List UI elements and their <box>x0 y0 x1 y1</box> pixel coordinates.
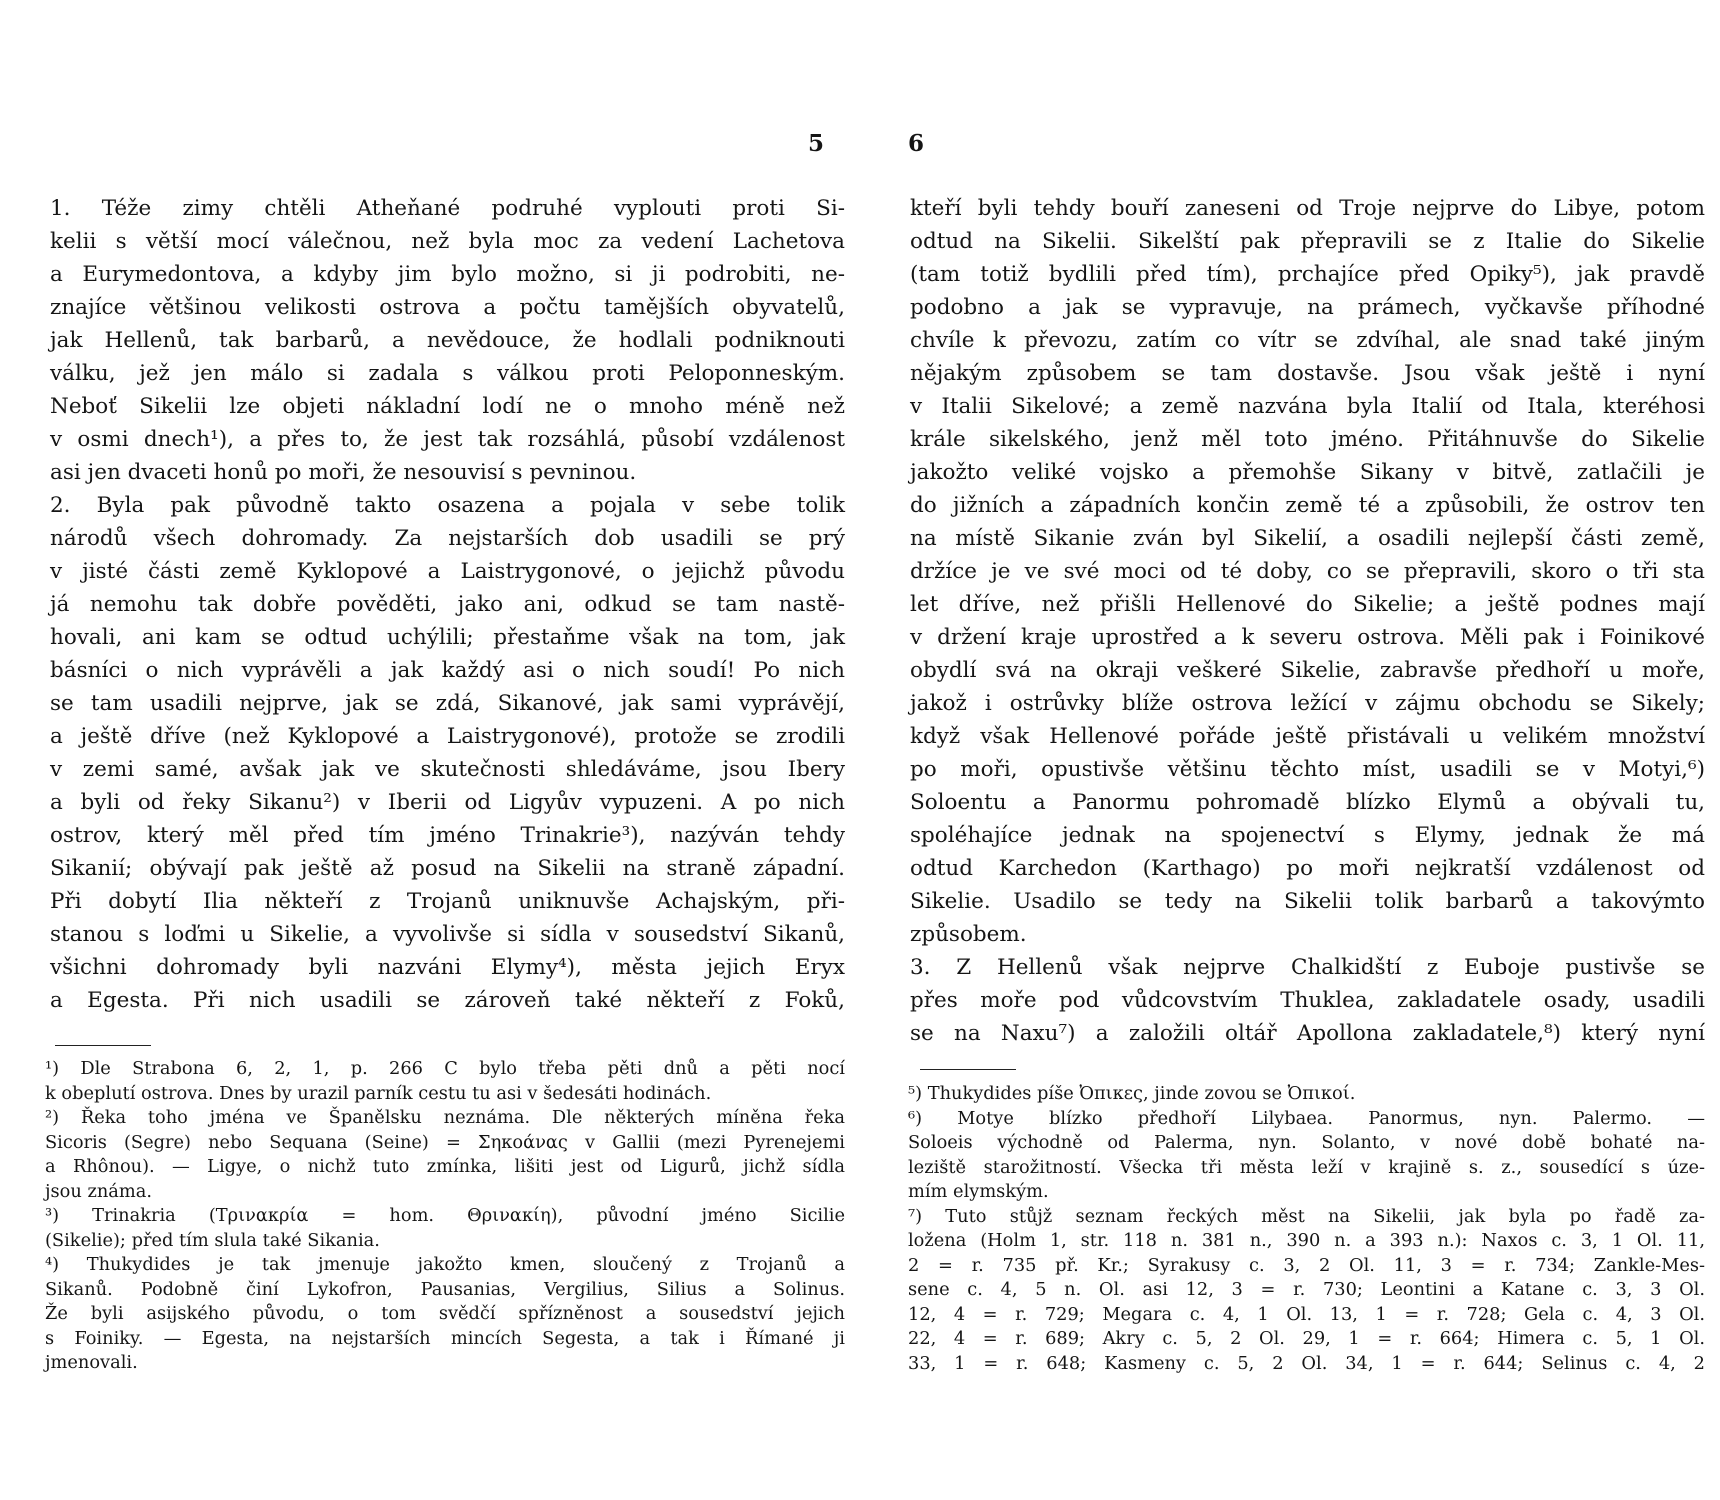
footnotes <box>45 1057 845 1376</box>
text-line: Neboť Sikelii lze objeti nákladní lodí ne o mnoho méně než <box>50 394 845 419</box>
footnote-divider <box>55 1045 151 1046</box>
text-line: v Italii Sikelové; a země nazvána byla Italií od Itala, kteréhosi <box>910 394 1705 419</box>
text-line: let dříve, než přišli Hellenové do Sikelie; a ještě podnes mají <box>910 592 1705 617</box>
page-number: 6 <box>908 130 925 157</box>
text-line: Při dobytí Ilia někteří z Trojanů uniknuvše Achajským, při- <box>50 889 845 914</box>
body-text <box>910 192 1705 1050</box>
text-line: odtud na Sikelii. Sikelští pak přepravili se z Italie do Sikelie <box>910 229 1705 254</box>
text-line: Sikelie. Usadilo se tedy na Sikelii tolik barbarů a takovýmto <box>910 889 1705 914</box>
text-line: já nemohu tak dobře pověděti, jako ani, odkud se tam nastě- <box>50 592 845 617</box>
text-line: v držení kraje uprostřed a k severu ostrova. Měli pak i Foinikové <box>910 625 1705 650</box>
body-text <box>50 192 845 1017</box>
text-line: (tam totiž bydlili před tím), prchajíce před Opiky⁵), jak pravdě <box>910 262 1705 287</box>
text-line: ostrov, který měl před tím jméno Trinakrie³), nazýván tehdy <box>50 823 845 848</box>
text-line: v osmi dnech¹), a přes to, že jest tak rozsáhlá, působí vzdálenost <box>50 427 845 452</box>
text-line: ⁵) Thukydides píše Ὀπικες, jinde zovou se Ὀπικοί. <box>908 1083 1356 1104</box>
text-line: 2. Byla pak původně takto osazena a pojala v sebe tolik <box>50 493 845 518</box>
text-line: obydlí svá na okraji veškeré Sikelie, zabravše předhoří u moře, <box>910 658 1705 683</box>
text-line: ⁷) Tuto stůjž seznam řeckých měst na Sikelii, jak byla po řadě za- <box>908 1205 1705 1227</box>
text-line: podobno a jak se vypravuje, na prámech, vyčkavše příhodné <box>910 295 1705 320</box>
text-line: po moři, opustivše většinu těchto míst, usadili se v Motyi,⁶) <box>910 757 1705 782</box>
text-line: v jisté části země Kyklopové a Laistrygonové, o jejichž původu <box>50 559 845 584</box>
text-line: jsou známa. <box>45 1180 152 1202</box>
text-line: krále sikelského, jenž měl toto jméno. Přitáhnuvše do Sikelie <box>910 427 1705 452</box>
text-line: Že byli asijského původu, o tom svědčí spřízněnost a sousedství jejich <box>45 1303 845 1324</box>
text-line: stanou s loďmi u Sikelie, a vyvolivše si sídla v sousedství Sikanů, <box>50 922 845 947</box>
text-line: a byli od řeky Sikanu²) v Iberii od Ligyův vypuzeni. A po nich <box>50 790 845 815</box>
right-page <box>860 0 1720 1500</box>
text-line: když však Hellenové pořáde ještě přistávali u velikém množství <box>910 724 1705 749</box>
text-line: 22, 4 = r. 689; Akry c. 5, 2 Ol. 29, 1 = r. 664; Himera c. 5, 1 Ol. <box>908 1328 1705 1349</box>
text-line: a Eurymedontova, a kdyby jim bylo možno, si ji podrobiti, ne- <box>50 262 845 287</box>
text-line: hovali, ani kam se odtud uchýlili; přestaňme však na tom, jak <box>50 625 845 650</box>
page-number: 5 <box>808 130 825 157</box>
text-line: k obeplutí ostrova. Dnes by urazil parník cestu tu asi v šedesáti hodinách. <box>45 1082 712 1104</box>
text-line: Sikanů. Podobně činí Lykofron, Pausanias, Vergilius, Silius a Solinus. <box>45 1278 845 1300</box>
text-line: 1. Téže zimy chtěli Atheňané podruhé vyplouti proti Si- <box>50 196 845 221</box>
text-line: s Foiniky. — Egesta, na nejstarších mincích Segesta, a tak i Římané ji <box>45 1327 845 1349</box>
text-line: znajíce většinou velikosti ostrova a počtu tamějších obyvatelů, <box>50 295 845 320</box>
text-line: mím elymským. <box>908 1181 1049 1202</box>
text-line: chvíle k převozu, zatím co vítr se zdvíhal, ale snad také jiným <box>910 328 1705 353</box>
text-line: odtud Karchedon (Karthago) po moři nejkratší vzdálenost od <box>910 856 1705 881</box>
text-line: a ještě dříve (než Kyklopové a Laistrygonové), protože se zrodili <box>50 724 845 749</box>
text-line: držíce je ve své moci od té doby, co se přepravili, skoro o tři sta <box>910 559 1705 584</box>
text-line: všichni dohromady byli nazváni Elymy⁴), města jejich Eryx <box>50 955 845 980</box>
text-line: 33, 1 = r. 648; Kasmeny c. 5, 2 Ol. 34, 1 = r. 644; Selinus c. 4, 2 <box>908 1352 1705 1374</box>
text-line: se na Naxu⁷) a založili oltář Apollona zakladatele,⁸) který nyní <box>910 1021 1705 1046</box>
text-line: nějakým způsobem se tam dostavše. Jsou však ještě i nyní <box>910 361 1705 386</box>
text-line: asi jen dvaceti honů po moři, že nesouvisí s pevninou. <box>50 460 637 485</box>
text-line: ¹) Dle Strabona 6, 2, 1, p. 266 C bylo třeba pěti dnů a pěti nocí <box>45 1058 845 1079</box>
text-line: na místě Sikanie zván byl Sikelií, a osadili nejlepší části země, <box>910 526 1705 551</box>
text-line: 2 = r. 735 př. Kr.; Syrakusy c. 3, 2 Ol. 11, 3 = r. 734; Zankle-Mes- <box>908 1254 1705 1276</box>
text-line: způsobem. <box>910 922 1027 947</box>
text-line: (Sikelie); před tím slula také Sikania. <box>45 1229 380 1251</box>
text-line: 3. Z Hellenů však nejprve Chalkidští z Euboje pustivše se <box>910 955 1705 980</box>
footnote-divider <box>920 1069 1016 1070</box>
text-line: se tam usadili nejprve, jak se zdá, Sikanové, jak sami vyprávějí, <box>50 691 845 716</box>
text-line: a Rhônou). — Ligye, o nichž tuto zmínka, lišiti jest od Ligurů, jichž sídla <box>45 1156 845 1177</box>
footnotes <box>908 1082 1705 1376</box>
text-line: spoléhajíce jednak na spojenectví s Elymy, jednak že má <box>910 823 1705 848</box>
text-line: ²) Řeka toho jména ve Španělsku neznáma. Dle některých míněna řeka <box>45 1107 845 1128</box>
text-line: v zemi samé, avšak jak ve skutečnosti shledáváme, jsou Ibery <box>50 757 845 782</box>
text-line: kteří byli tehdy bouří zaneseni od Troje nejprve do Libye, potom <box>910 196 1705 221</box>
text-line: jak Hellenů, tak barbarů, a nevědouce, že hodlali podniknouti <box>50 328 845 353</box>
text-line: Soloeis východně od Palerma, nyn. Solanto, v nové době bohaté na- <box>908 1132 1705 1153</box>
text-line: Sikanií; obývají pak ještě až posud na Sikelii na straně západní. <box>50 856 845 881</box>
text-line: národů všech dohromady. Za nejstarších dob usadili se prý <box>50 526 845 551</box>
text-line: ⁶) Motye blízko předhoří Lilybaea. Panormus, nyn. Palermo. — <box>908 1107 1705 1129</box>
text-line: 12, 4 = r. 729; Megara c. 4, 1 Ol. 13, 1 = r. 728; Gela c. 4, 3 Ol. <box>908 1303 1705 1325</box>
text-line: do jižních a západních končin země té a způsobili, že ostrov ten <box>910 493 1705 518</box>
text-line: sene c. 4, 5 n. Ol. asi 12, 3 = r. 730; Leontini a Katane c. 3, 3 Ol. <box>908 1279 1705 1300</box>
text-line: válku, jež jen málo si zadala s válkou proti Peloponneským. <box>50 361 845 386</box>
text-line: jakož i ostrůvky blíže ostrova ležící v zájmu obchodu se Sikely; <box>910 691 1705 716</box>
text-line: básníci o nich vyprávěli a jak každý asi o nich soudí! Po nich <box>50 658 845 683</box>
text-line: ³) Trinakria (Τρινακρία = hom. Θρινακίη), původní jméno Sicilie <box>45 1205 845 1226</box>
text-line: a Egesta. Při nich usadili se zároveň také někteří z Foků, <box>50 988 845 1013</box>
text-line: leziště starožitností. Všecka tři města leží v krajině s. z., sousedící s úze- <box>908 1156 1705 1178</box>
text-line: Soloentu a Panormu pohromadě blízko Elymů a obývali tu, <box>910 790 1705 815</box>
text-line: Sicoris (Segre) nebo Sequana (Seine) = Σηκοάνας v Gallii (mezi Pyrenejemi <box>45 1131 845 1153</box>
text-line: ⁴) Thukydides je tak jmenuje jakožto kmen, sloučený z Trojanů a <box>45 1254 845 1275</box>
text-line: kelii s větší mocí válečnou, než byla moc za vedení Lachetova <box>50 229 845 254</box>
text-line: jmenovali. <box>45 1352 138 1373</box>
text-line: ložena (Holm 1, str. 118 n. 381 n., 390 n. a 393 n.): Naxos c. 3, 1 Ol. 11, <box>908 1230 1705 1251</box>
text-line: jakožto veliké vojsko a přemohše Sikany v bitvě, zatlačili je <box>910 460 1705 485</box>
text-line: přes moře pod vůdcovstvím Thuklea, zakladatele osady, usadili <box>910 988 1705 1013</box>
